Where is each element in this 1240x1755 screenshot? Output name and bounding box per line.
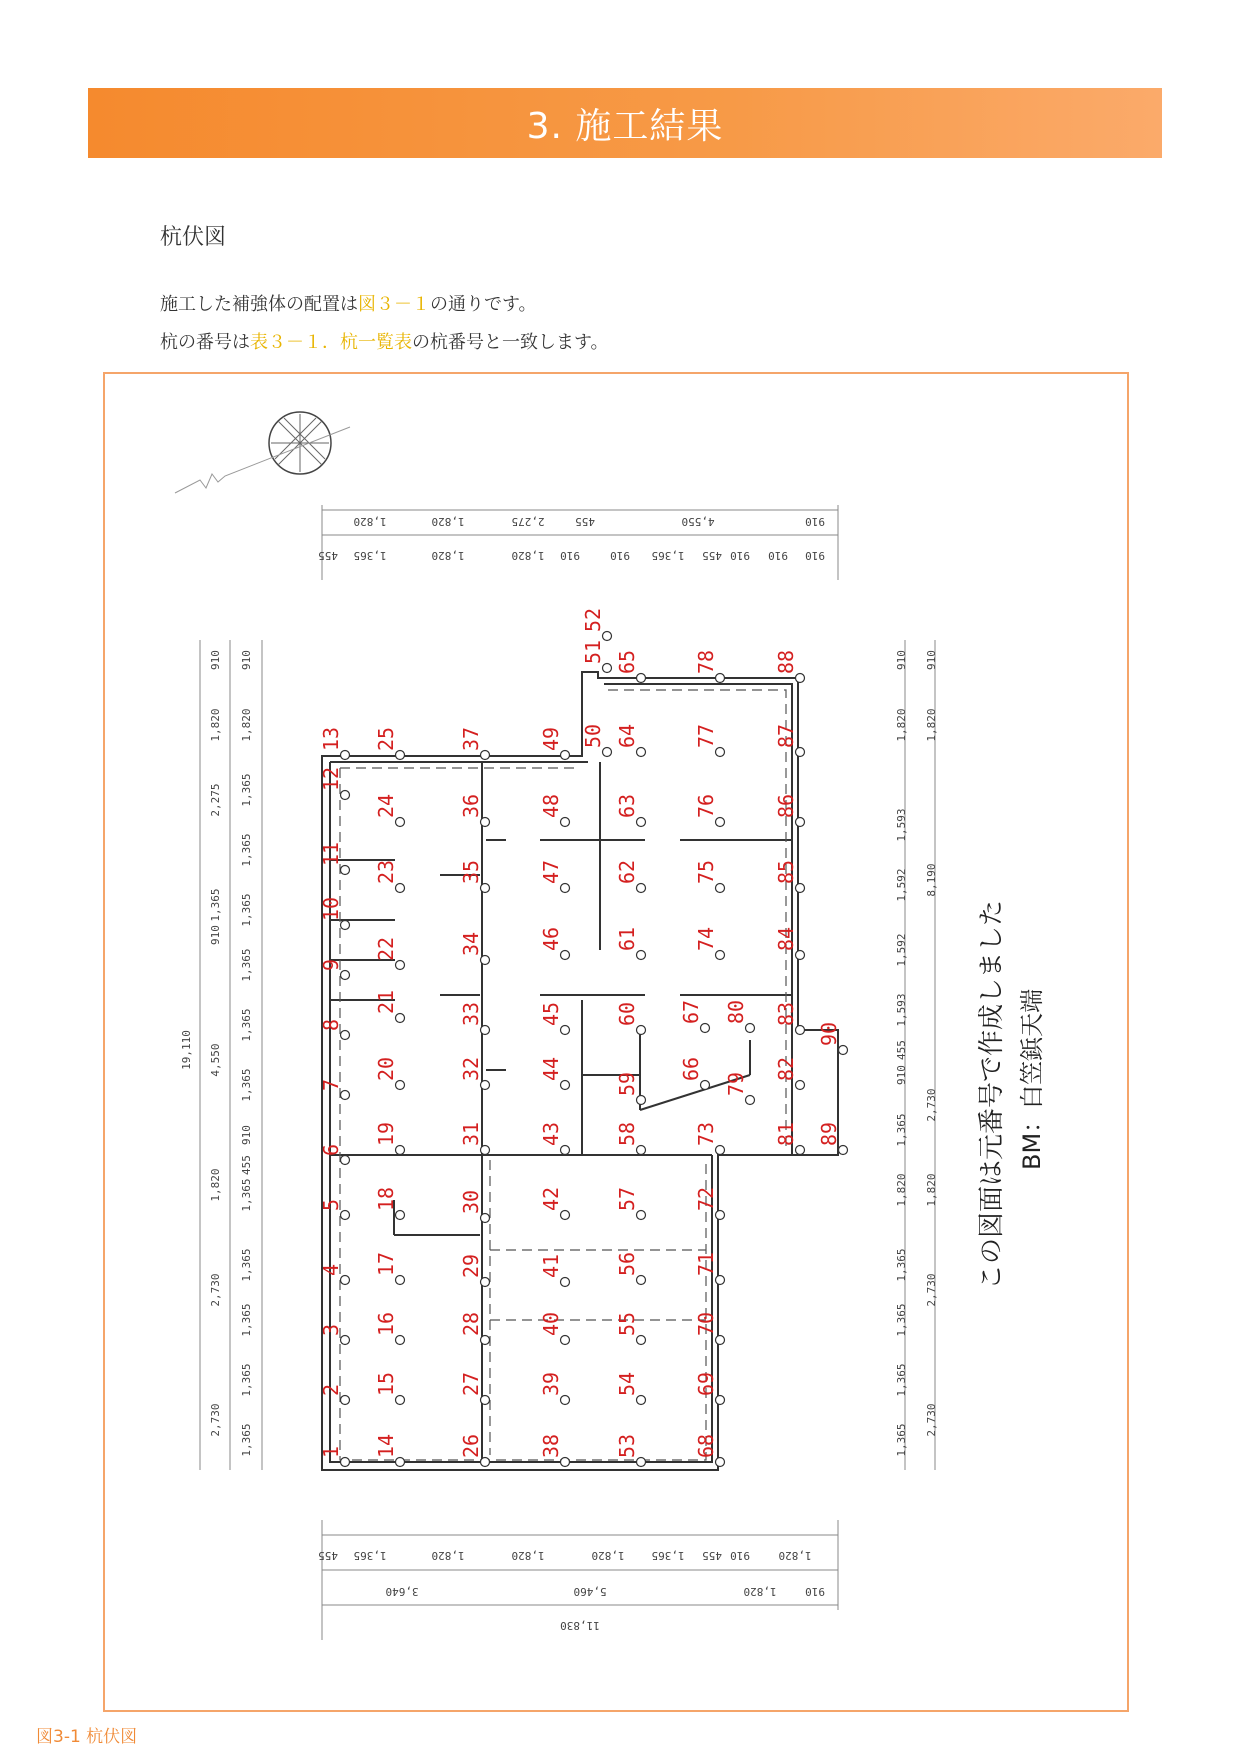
pile-30 — [459, 1190, 490, 1223]
pile-number: 62 — [615, 859, 639, 884]
dim-bottom-row2: 1,820 — [743, 1585, 777, 1598]
dim-bottom-row2: 5,460 — [573, 1585, 607, 1598]
dim-right-outer: 2,730 — [925, 1403, 938, 1437]
dim-top-row2: 455 — [702, 549, 722, 562]
pile-74 — [694, 927, 725, 960]
dim-top-row2: 1,820 — [431, 549, 465, 562]
pile-45 — [539, 1002, 570, 1035]
pile-markers — [319, 608, 848, 1467]
pile-number: 16 — [374, 1311, 398, 1336]
pile-46 — [539, 927, 570, 960]
pile-number: 15 — [374, 1371, 398, 1396]
dim-left-inner: 1,365 — [240, 1008, 253, 1042]
pile-75 — [694, 860, 725, 893]
pile-9 — [319, 959, 350, 980]
pile-number: 32 — [459, 1056, 483, 1081]
pile-28 — [459, 1312, 490, 1345]
dim-bottom-row1: 455 — [702, 1549, 722, 1562]
pile-number: 61 — [615, 926, 639, 951]
dim-bottom-row1: 1,820 — [591, 1549, 625, 1562]
pile-79 — [724, 1072, 755, 1105]
pile-number: 30 — [459, 1189, 483, 1214]
dim-left-outer: 1,820 — [209, 708, 222, 742]
pile-25 — [374, 727, 405, 760]
pile-number: 88 — [774, 649, 798, 674]
pile-number: 25 — [374, 726, 398, 751]
dim-right-outer: 910 — [925, 650, 938, 670]
intro-line-2-pre: 杭の番号は — [160, 332, 250, 353]
drawing-note-bm: BM：白笠鋲天端 — [1018, 988, 1046, 1170]
pile-number: 34 — [459, 931, 483, 956]
pile-83 — [774, 1002, 805, 1035]
pile-61 — [615, 927, 646, 960]
intro-line-1-post: の通りです。 — [430, 294, 537, 315]
dim-right-outer: 2,730 — [925, 1273, 938, 1307]
dim-right-outer: 1,820 — [925, 708, 938, 742]
pile-number: 54 — [615, 1371, 639, 1396]
dim-left-inner: 910 — [240, 650, 253, 670]
dim-right-outer: 2,730 — [925, 1088, 938, 1122]
pile-81 — [774, 1122, 805, 1155]
pile-17 — [374, 1252, 405, 1285]
dim-left-outer: 2,275 — [209, 783, 222, 817]
pile-number: 67 — [679, 999, 703, 1024]
pile-67 — [679, 1000, 710, 1033]
pile-35 — [459, 860, 490, 893]
subsection-heading: 杭伏図 — [160, 225, 227, 250]
pile-number: 82 — [774, 1056, 798, 1081]
pile-2 — [319, 1384, 350, 1405]
pile-77 — [694, 724, 725, 757]
dim-right-inner: 1,365 — [895, 1248, 908, 1282]
drawing-notes — [977, 900, 1046, 1290]
pile-number: 29 — [459, 1253, 483, 1278]
pile-32 — [459, 1057, 490, 1090]
dim-left-inner: 1,365 — [240, 1303, 253, 1337]
pile-number: 51 — [581, 639, 605, 664]
dim-top-row2: 455 — [318, 549, 338, 562]
dim-bottom-row2: 910 — [805, 1585, 825, 1598]
pile-number: 75 — [694, 859, 718, 884]
pile-number: 2 — [319, 1383, 343, 1396]
dim-left-outer: 2,730 — [209, 1273, 222, 1307]
pile-90 — [817, 1022, 848, 1055]
pile-60 — [615, 1002, 646, 1035]
pile-71 — [694, 1252, 725, 1285]
pile-number: 83 — [774, 1001, 798, 1026]
pile-57 — [615, 1187, 646, 1220]
table-reference-link[interactable]: 表３－１．杭一覧表 — [250, 332, 412, 353]
pile-36 — [459, 794, 490, 827]
pile-number: 35 — [459, 859, 483, 884]
pile-number: 72 — [694, 1186, 718, 1211]
dim-bottom-total: 11,830 — [560, 1619, 600, 1632]
pile-number: 64 — [615, 723, 639, 748]
pile-number: 33 — [459, 1001, 483, 1026]
pile-number: 78 — [694, 649, 718, 674]
dim-left-inner: 1,365 — [240, 1248, 253, 1282]
pile-number: 27 — [459, 1371, 483, 1396]
pile-55 — [615, 1312, 646, 1345]
pile-number: 80 — [724, 999, 748, 1024]
dim-right-inner: 1,592 — [895, 868, 908, 902]
pile-number: 12 — [319, 766, 343, 791]
pile-number: 69 — [694, 1371, 718, 1396]
pile-number: 11 — [319, 841, 343, 866]
pile-number: 74 — [694, 926, 718, 951]
dim-left-outer: 2,730 — [209, 1403, 222, 1437]
dim-left-outer: 1,365 — [209, 888, 222, 922]
pile-29 — [459, 1254, 490, 1287]
pile-33 — [459, 1002, 490, 1035]
pile-47 — [539, 860, 570, 893]
pile-4 — [319, 1264, 350, 1285]
pile-27 — [459, 1372, 490, 1405]
pile-37 — [459, 727, 490, 760]
dim-left-inner: 1,365 — [240, 773, 253, 807]
pile-number: 23 — [374, 859, 398, 884]
dim-right-inner: 1,365 — [895, 1423, 908, 1457]
pile-76 — [694, 794, 725, 827]
pile-number: 49 — [539, 726, 563, 751]
dim-top-row1: 4,550 — [681, 515, 715, 528]
pile-63 — [615, 794, 646, 827]
pile-number: 47 — [539, 859, 563, 884]
pile-52 — [581, 608, 612, 641]
dim-left-inner: 1,365 — [240, 1423, 253, 1457]
dim-top-row1: 1,820 — [353, 515, 387, 528]
dim-right-inner: 455 — [895, 1040, 908, 1060]
dim-left-inner: 1,365 — [240, 893, 253, 927]
dim-left-inner: 1,365 — [240, 833, 253, 867]
pile-82 — [774, 1057, 805, 1090]
pile-number: 59 — [615, 1071, 639, 1096]
pile-8 — [319, 1019, 350, 1040]
pile-24 — [374, 794, 405, 827]
pile-number: 56 — [615, 1251, 639, 1276]
dim-top-row2: 1,365 — [651, 549, 685, 562]
dim-top-row1: 910 — [805, 515, 825, 528]
pile-66 — [679, 1057, 710, 1090]
intro-line-2-post: の杭番号と一致します。 — [412, 332, 609, 353]
pile-87 — [774, 724, 805, 757]
dim-bottom-row1: 1,820 — [431, 1549, 465, 1562]
compass-icon — [175, 412, 350, 493]
pile-85 — [774, 860, 805, 893]
pile-10 — [319, 897, 350, 930]
dim-left-total: 19,110 — [180, 1030, 193, 1070]
pile-54 — [615, 1372, 646, 1405]
pile-89 — [817, 1122, 848, 1155]
pile-number: 7 — [319, 1078, 343, 1091]
dim-right-inner: 1,593 — [895, 808, 908, 842]
pile-number: 14 — [374, 1433, 398, 1458]
dim-top-row2: 910 — [610, 549, 630, 562]
pile-11 — [319, 842, 350, 875]
pile-number: 84 — [774, 926, 798, 951]
pile-number: 10 — [319, 896, 343, 921]
dim-left-outer: 910 — [209, 925, 222, 945]
dim-top-row1: 455 — [575, 515, 595, 528]
pile-number: 48 — [539, 793, 563, 818]
pile-50 — [581, 724, 612, 757]
dim-left-inner: 1,365 — [240, 1363, 253, 1397]
pile-number: 8 — [319, 1018, 343, 1031]
pile-42 — [539, 1187, 570, 1220]
pile-12 — [319, 767, 350, 800]
dim-left-inner: 1,820 — [240, 708, 253, 742]
dim-left-inner: 1,365 — [240, 1068, 253, 1102]
dim-right-inner: 1,365 — [895, 1363, 908, 1397]
pile-84 — [774, 927, 805, 960]
pile-number: 58 — [615, 1121, 639, 1146]
pile-41 — [539, 1254, 570, 1287]
dim-top-row2: 1,820 — [511, 549, 545, 562]
pile-43 — [539, 1122, 570, 1155]
dim-bottom-row1: 1,365 — [651, 1549, 685, 1562]
pile-number: 77 — [694, 723, 718, 748]
pile-34 — [459, 932, 490, 965]
dim-right-inner: 1,365 — [895, 1303, 908, 1337]
dim-top-row2: 1,365 — [353, 549, 387, 562]
pile-number: 70 — [694, 1311, 718, 1336]
pile-58 — [615, 1122, 646, 1155]
pile-number: 85 — [774, 859, 798, 884]
dim-left-outer: 1,820 — [209, 1168, 222, 1202]
pile-40 — [539, 1312, 570, 1345]
pile-number: 57 — [615, 1186, 639, 1211]
pile-number: 28 — [459, 1311, 483, 1336]
pile-22 — [374, 937, 405, 970]
dim-top-row2: 910 — [805, 549, 825, 562]
pile-number: 79 — [724, 1071, 748, 1096]
pile-16 — [374, 1312, 405, 1345]
pile-1 — [319, 1446, 350, 1467]
pile-number: 6 — [319, 1143, 343, 1156]
dim-bottom-row1: 1,365 — [353, 1549, 387, 1562]
dim-right-inner: 910 — [895, 650, 908, 670]
pile-number: 13 — [319, 726, 343, 751]
pile-number: 45 — [539, 1001, 563, 1026]
pile-number: 3 — [319, 1323, 343, 1336]
pile-number: 42 — [539, 1186, 563, 1211]
pile-number: 53 — [615, 1433, 639, 1458]
dim-left-inner: 1,365 — [240, 948, 253, 982]
dim-right-inner: 910 — [895, 1065, 908, 1085]
dim-right-outer: 1,820 — [925, 1173, 938, 1207]
pile-number: 17 — [374, 1251, 398, 1276]
pile-number: 50 — [581, 723, 605, 748]
section-title: 3. 施工結果 — [526, 105, 724, 147]
dim-bottom-row1: 1,820 — [511, 1549, 545, 1562]
pile-19 — [374, 1122, 405, 1155]
dim-right-outer: 8,190 — [925, 863, 938, 897]
pile-15 — [374, 1372, 405, 1405]
pile-number: 22 — [374, 936, 398, 961]
pile-number: 44 — [539, 1056, 563, 1081]
pile-3 — [319, 1324, 350, 1345]
pile-number: 90 — [817, 1021, 841, 1046]
intro-line-1-pre: 施工した補強体の配置は — [160, 294, 358, 315]
pile-number: 41 — [539, 1253, 563, 1278]
pile-80 — [724, 1000, 755, 1033]
pile-number: 21 — [374, 989, 398, 1014]
pile-48 — [539, 794, 570, 827]
pile-number: 76 — [694, 793, 718, 818]
pile-number: 1 — [319, 1445, 343, 1458]
pile-49 — [539, 727, 570, 760]
dim-top-row2: 910 — [768, 549, 788, 562]
pile-number: 9 — [319, 958, 343, 971]
pile-51 — [581, 640, 612, 673]
pile-72 — [694, 1187, 725, 1220]
pile-number: 68 — [694, 1433, 718, 1458]
dim-right-inner: 1,820 — [895, 708, 908, 742]
dim-left-outer: 4,550 — [209, 1043, 222, 1077]
dim-right-inner: 1,593 — [895, 993, 908, 1027]
pile-number: 60 — [615, 1001, 639, 1026]
pile-number: 26 — [459, 1433, 483, 1458]
pile-number: 66 — [679, 1056, 703, 1081]
pile-5 — [319, 1199, 350, 1220]
dim-bottom-row1: 455 — [318, 1549, 338, 1562]
dim-bottom-row1: 910 — [730, 1549, 750, 1562]
figure-caption: 図3-1 杭伏図 — [36, 1727, 138, 1747]
pile-20 — [374, 1057, 405, 1090]
pile-number: 43 — [539, 1121, 563, 1146]
dim-left-inner: 455 — [240, 1155, 253, 1175]
dim-top-row1: 1,820 — [431, 515, 465, 528]
dim-right-inner: 1,820 — [895, 1173, 908, 1207]
pile-number: 89 — [817, 1121, 841, 1146]
pile-number: 81 — [774, 1121, 798, 1146]
pile-number: 18 — [374, 1186, 398, 1211]
pile-number: 5 — [319, 1198, 343, 1211]
dim-right-inner: 1,365 — [895, 1113, 908, 1147]
pile-number: 19 — [374, 1121, 398, 1146]
pile-number: 36 — [459, 793, 483, 818]
pile-number: 24 — [374, 793, 398, 818]
pile-39 — [539, 1372, 570, 1405]
pile-21 — [374, 990, 405, 1023]
dim-left-outer: 910 — [209, 650, 222, 670]
pile-31 — [459, 1122, 490, 1155]
dim-top-row2: 910 — [730, 549, 750, 562]
dim-left-inner: 1,365 — [240, 1178, 253, 1212]
pile-69 — [694, 1372, 725, 1405]
pile-number: 20 — [374, 1056, 398, 1081]
dim-bottom-row1: 1,820 — [778, 1549, 812, 1562]
pile-number: 40 — [539, 1311, 563, 1336]
pile-44 — [539, 1057, 570, 1090]
pile-73 — [694, 1122, 725, 1155]
pile-number: 38 — [539, 1433, 563, 1458]
pile-number: 4 — [319, 1263, 343, 1276]
pile-62 — [615, 860, 646, 893]
building-outline — [322, 672, 838, 1470]
pile-number: 71 — [694, 1251, 718, 1276]
figure-reference-link[interactable]: 図３－１ — [358, 294, 430, 315]
pile-number: 87 — [774, 723, 798, 748]
pile-70 — [694, 1312, 725, 1345]
pile-number: 73 — [694, 1121, 718, 1146]
pile-23 — [374, 860, 405, 893]
pile-number: 37 — [459, 726, 483, 751]
dim-bottom-row2: 3,640 — [385, 1585, 419, 1598]
pile-number: 39 — [539, 1371, 563, 1396]
pile-86 — [774, 794, 805, 827]
pile-number: 86 — [774, 793, 798, 818]
pile-number: 52 — [581, 607, 605, 632]
pile-64 — [615, 724, 646, 757]
pile-number: 46 — [539, 926, 563, 951]
pile-7 — [319, 1079, 350, 1100]
pile-number: 55 — [615, 1311, 639, 1336]
pile-number: 65 — [615, 649, 639, 674]
pile-number: 31 — [459, 1121, 483, 1146]
dim-top-row2: 910 — [560, 549, 580, 562]
pile-13 — [319, 727, 350, 760]
dim-left-inner: 910 — [240, 1125, 253, 1145]
pile-number: 63 — [615, 793, 639, 818]
pile-56 — [615, 1252, 646, 1285]
dim-top-row1: 2,275 — [511, 515, 545, 528]
drawing-note-source: この図面は元番号で作成しました — [977, 899, 1007, 1290]
pile-18 — [374, 1187, 405, 1220]
dim-right-inner: 1,592 — [895, 933, 908, 967]
